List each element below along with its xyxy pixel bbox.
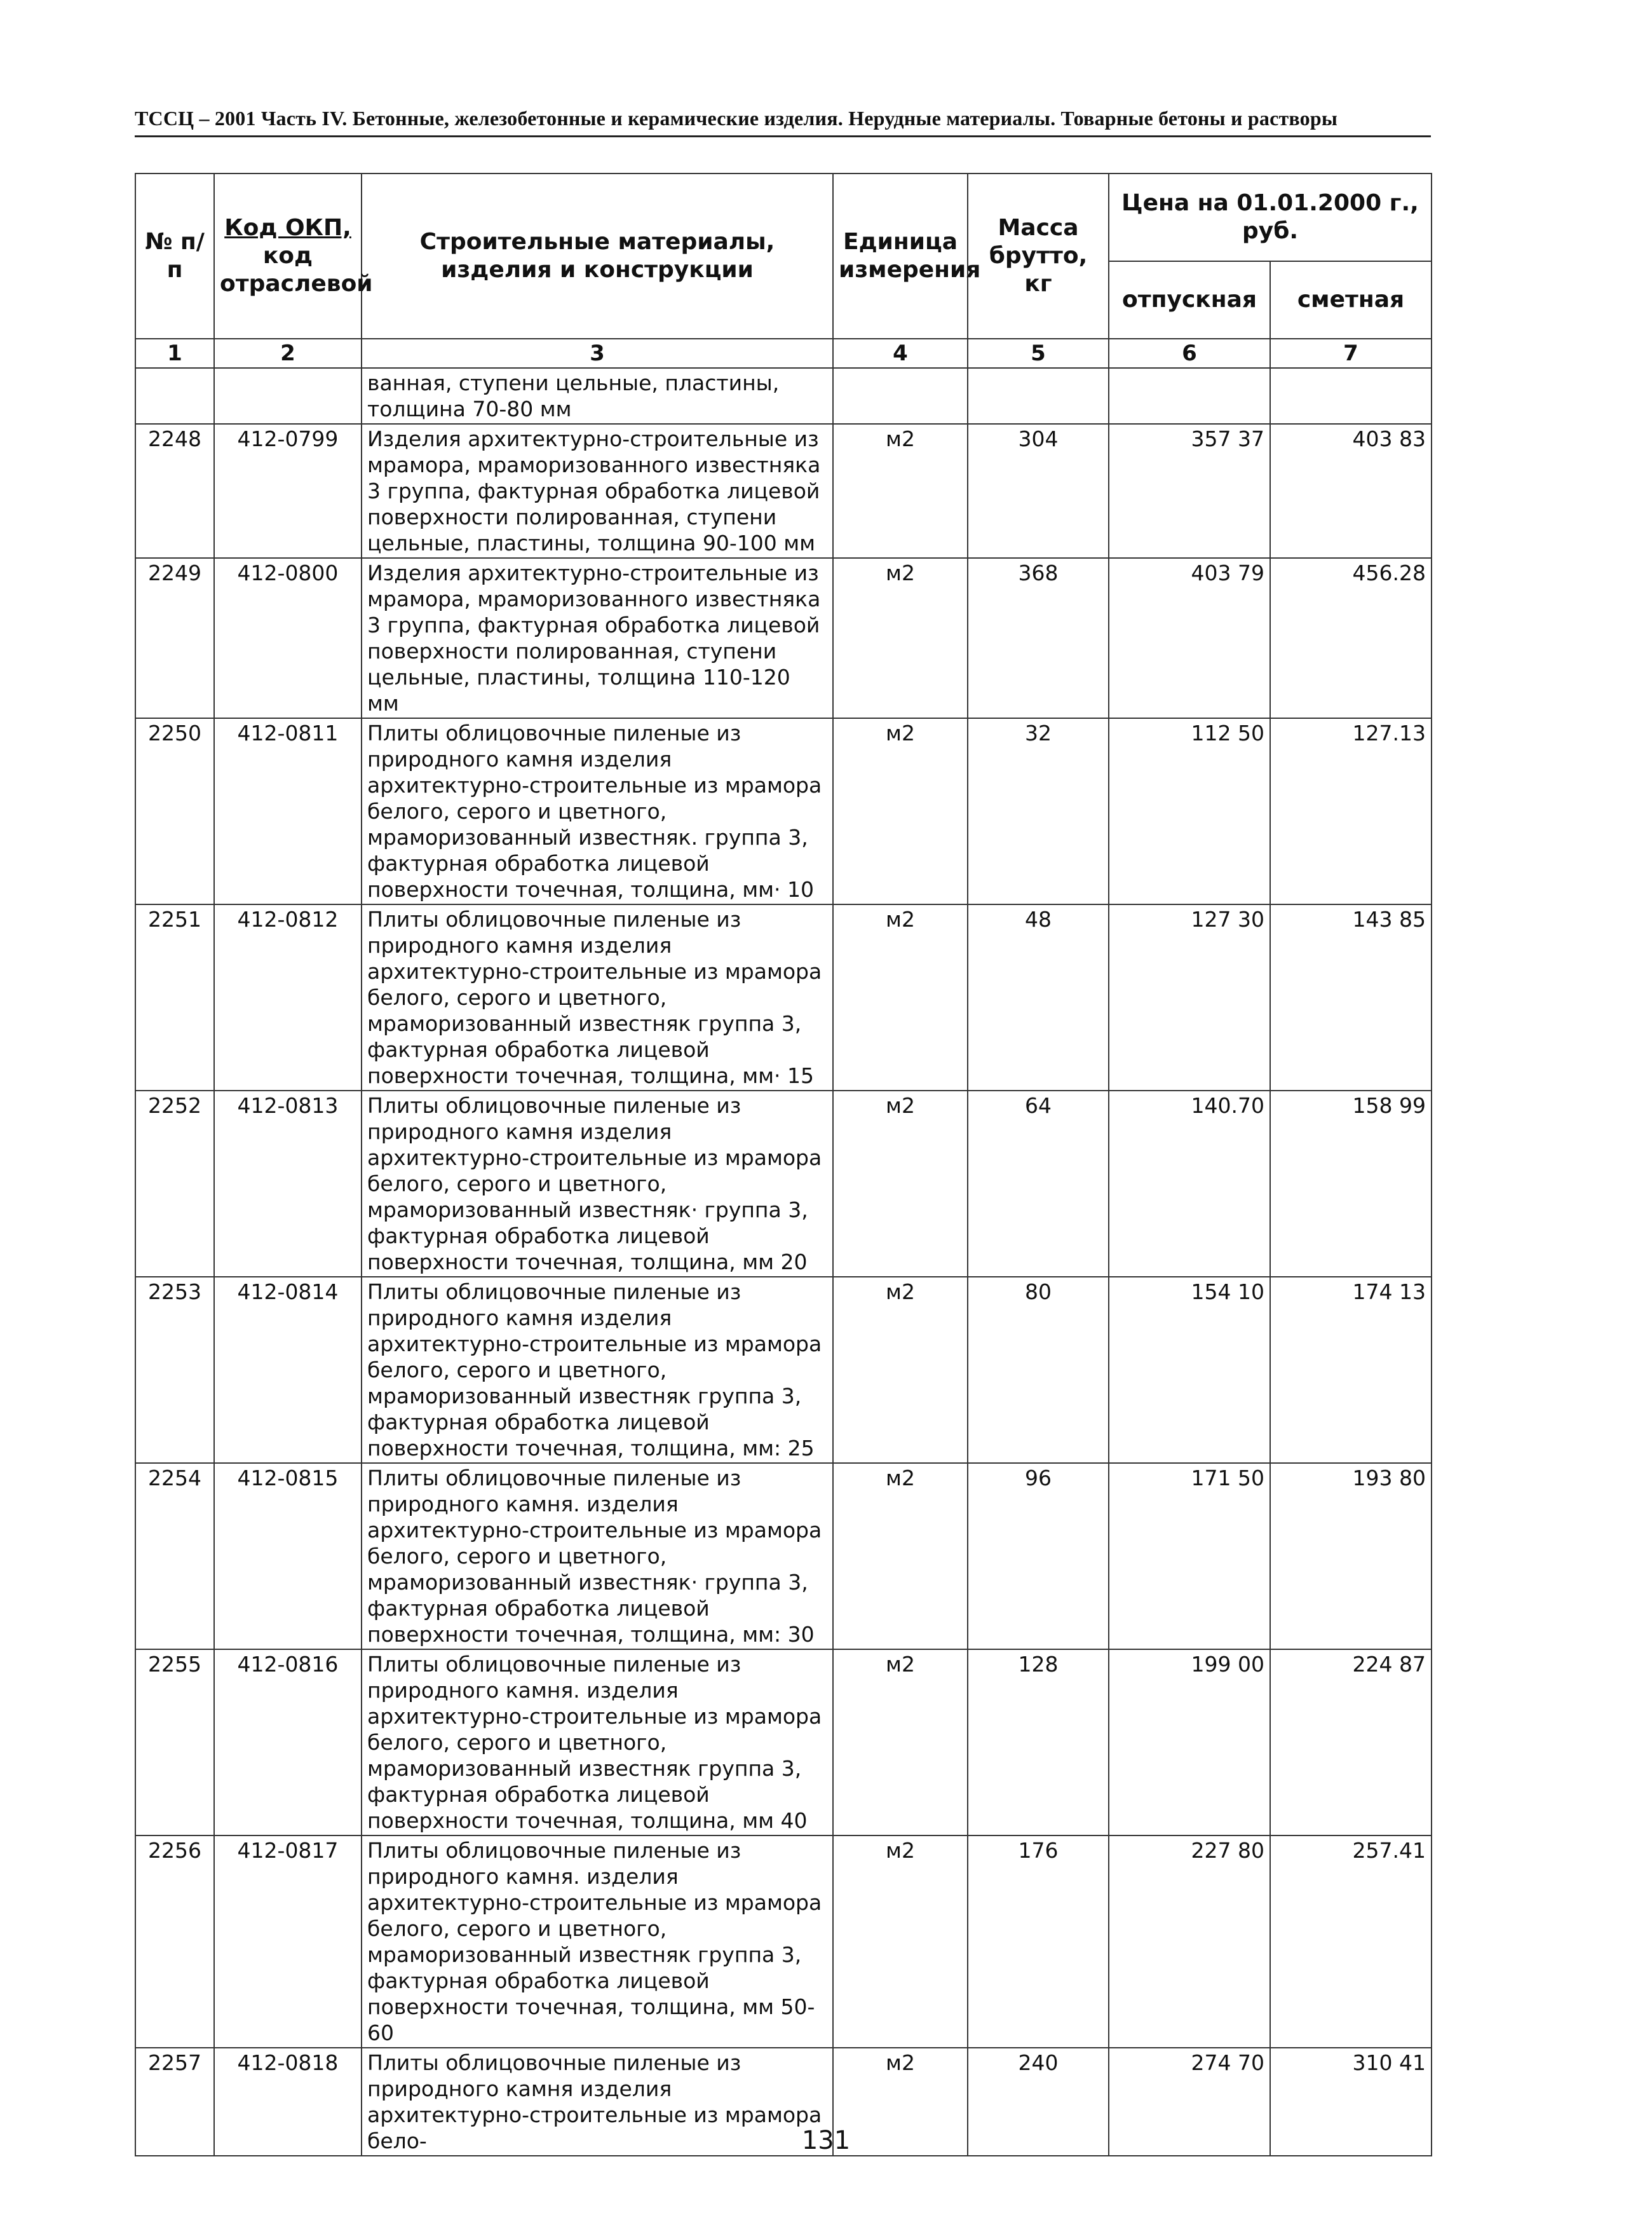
row-mass: 240 xyxy=(968,2048,1109,2156)
row-price-estimate: 403 83 xyxy=(1270,424,1432,558)
row-number: 2250 xyxy=(135,718,214,904)
row-unit: м2 xyxy=(833,1463,968,1649)
column-number: 6 xyxy=(1109,339,1270,368)
row-code: 412-0811 xyxy=(214,718,362,904)
column-number: 3 xyxy=(362,339,833,368)
row-code: 412-0813 xyxy=(214,1091,362,1277)
row-price-release: 154 10 xyxy=(1109,1277,1270,1463)
row-description: Плиты облицовочные пиленые из природного камня изделия архитектурно-строительные из мрамора бело- xyxy=(362,2048,833,2156)
row-code: 412-0818 xyxy=(214,2048,362,2156)
table-body xyxy=(135,368,1432,2156)
row-number: 2248 xyxy=(135,424,214,558)
column-number: 2 xyxy=(214,339,362,368)
row-mass: 128 xyxy=(968,1649,1109,1835)
row-description: Плиты облицовочные пиленые из природного камня изделия архитектурно-строительные из мрамора белого, серого и цветного, мраморизованный известняк группа 3, фактурная обработка лицевой поверхности точечная, толщина, мм· 15 xyxy=(362,904,833,1091)
table-row xyxy=(135,904,1432,1091)
header-num: № п/п xyxy=(135,174,214,339)
page-number: 131 xyxy=(801,2126,851,2155)
row-number: 2257 xyxy=(135,2048,214,2156)
row-code: 412-0816 xyxy=(214,1649,362,1835)
row-code: 412-0817 xyxy=(214,1835,362,2048)
row-mass: 32 xyxy=(968,718,1109,904)
row-price-estimate: 193 80 xyxy=(1270,1463,1432,1649)
table-row xyxy=(135,1277,1432,1463)
header-price-group: Цена на 01.01.2000 г., руб. xyxy=(1109,174,1432,261)
row-price-estimate: 174 13 xyxy=(1270,1277,1432,1463)
row-description: Плиты облицовочные пиленые из природного камня. изделия архитектурно-строительные из мрамора белого, серого и цветного, мраморизованный известняк· группа 3, фактурная обработка лицевой поверхности точечная, толщина, мм: 30 xyxy=(362,1463,833,1649)
row-price-release: 403 79 xyxy=(1109,558,1270,718)
row-number: 2254 xyxy=(135,1463,214,1649)
table-row xyxy=(135,1649,1432,1835)
header-rule xyxy=(135,135,1431,137)
column-number: 5 xyxy=(968,339,1109,368)
row-price-release: 274 70 xyxy=(1109,2048,1270,2156)
row-description: Плиты облицовочные пиленые из природного камня. изделия архитектурно-строительные из мрамора белого, серого и цветного, мраморизованный известняк группа 3, фактурная обработка лицевой поверхности точечная, толщина, мм 50-60 xyxy=(362,1835,833,2048)
row-unit: м2 xyxy=(833,1277,968,1463)
table-header xyxy=(135,174,1432,368)
table-row xyxy=(135,1091,1432,1277)
row-description: Плиты облицовочные пиленые из природного камня. изделия архитектурно-строительные из мрамора белого, серого и цветного, мраморизованный известняк группа 3, фактурная обработка лицевой поверхности точечная, толщина, мм 40 xyxy=(362,1649,833,1835)
table-row xyxy=(135,1835,1432,2048)
row-description: Плиты облицовочные пиленые из природного камня изделия архитектурно-строительные из мрамора белого, серого и цветного, мраморизованный известняк. группа 3, фактурная обработка лицевой поверхности точечная, толщина, мм· 10 xyxy=(362,718,833,904)
column-number: 4 xyxy=(833,339,968,368)
row-code: 412-0812 xyxy=(214,904,362,1091)
row-price-estimate: 158 99 xyxy=(1270,1091,1432,1277)
running-head: ТССЦ – 2001 Часть IV. Бетонные, железобетонные и керамические изделия. Нерудные материалы. Товарные бетоны и растворы xyxy=(135,107,1338,130)
row-mass: 176 xyxy=(968,1835,1109,2048)
row-description: Плиты облицовочные пиленые из природного камня изделия архитектурно-строительные из мрамора белого, серого и цветного, мраморизованный известняк группа 3, фактурная обработка лицевой поверхности точечная, толщина, мм: 25 xyxy=(362,1277,833,1463)
row-mass: 80 xyxy=(968,1277,1109,1463)
row-unit: м2 xyxy=(833,424,968,558)
row-price-release: 127 30 xyxy=(1109,904,1270,1091)
row-unit: м2 xyxy=(833,2048,968,2156)
column-number: 1 xyxy=(135,339,214,368)
row-number: 2252 xyxy=(135,1091,214,1277)
continuation-row xyxy=(135,368,1432,424)
row-number: 2253 xyxy=(135,1277,214,1463)
header-code xyxy=(214,174,373,339)
header-code-branch: код отраслевой xyxy=(220,243,373,297)
row-number: 2249 xyxy=(135,558,214,718)
header-code-okp: Код ОКП, xyxy=(224,215,351,241)
row-price-estimate: 127.13 xyxy=(1270,718,1432,904)
row-unit: м2 xyxy=(833,718,968,904)
row-price-release: 227 80 xyxy=(1109,1835,1270,2048)
row-mass: 96 xyxy=(968,1463,1109,1649)
row-mass: 48 xyxy=(968,904,1109,1091)
table-row xyxy=(135,718,1432,904)
row-mass: 368 xyxy=(968,558,1109,718)
row-code: 412-0799 xyxy=(214,424,362,558)
row-number: 2255 xyxy=(135,1649,214,1835)
row-price-estimate: 257.41 xyxy=(1270,1835,1432,2048)
header-price-estimate: сметная xyxy=(1270,261,1432,339)
row-description: Изделия архитектурно-строительные из мрамора, мраморизованного известняка 3 группа, фактурная обработка лицевой поверхности полированная, ступени цельные, пластины, толщина 90-100 мм xyxy=(362,424,833,558)
row-description: Плиты облицовочные пиленые из природного камня изделия архитектурно-строительные из мрамора белого, серого и цветного, мраморизованный известняк· группа 3, фактурная обработка лицевой поверхности точечная, толщина, мм 20 xyxy=(362,1091,833,1277)
row-unit: м2 xyxy=(833,558,968,718)
row-price-release: 199 00 xyxy=(1109,1649,1270,1835)
header-name: Строительные материалы, изделия и конструкции xyxy=(362,174,833,339)
row-mass: 304 xyxy=(968,424,1109,558)
row-unit: м2 xyxy=(833,1091,968,1277)
row-price-release: 140.70 xyxy=(1109,1091,1270,1277)
row-mass: 64 xyxy=(968,1091,1109,1277)
continuation-text: ванная, ступени цельные, пластины, толщина 70-80 мм xyxy=(362,368,833,424)
header-price-release: отпускная xyxy=(1109,261,1270,339)
row-price-estimate: 224 87 xyxy=(1270,1649,1432,1835)
row-code: 412-0814 xyxy=(214,1277,362,1463)
header-unit: Единица измерения xyxy=(833,174,968,339)
row-price-estimate: 310 41 xyxy=(1270,2048,1432,2156)
row-unit: м2 xyxy=(833,904,968,1091)
row-price-estimate: 456.28 xyxy=(1270,558,1432,718)
table-row xyxy=(135,424,1432,558)
row-price-estimate: 143 85 xyxy=(1270,904,1432,1091)
row-number: 2251 xyxy=(135,904,214,1091)
header-mass: Масса брутто, кг xyxy=(968,174,1109,339)
row-price-release: 357 37 xyxy=(1109,424,1270,558)
table-row xyxy=(135,558,1432,718)
row-price-release: 112 50 xyxy=(1109,718,1270,904)
column-number-row xyxy=(135,339,1432,368)
row-code: 412-0800 xyxy=(214,558,362,718)
column-number: 7 xyxy=(1270,339,1432,368)
table-row xyxy=(135,1463,1432,1649)
row-number: 2256 xyxy=(135,1835,214,2048)
row-unit: м2 xyxy=(833,1835,968,2048)
row-code: 412-0815 xyxy=(214,1463,362,1649)
row-unit: м2 xyxy=(833,1649,968,1835)
row-description: Изделия архитектурно-строительные из мрамора, мраморизованного известняка 3 группа, фактурная обработка лицевой поверхности полированная, ступени цельные, пластины, толщина 110-120 мм xyxy=(362,558,833,718)
row-price-release: 171 50 xyxy=(1109,1463,1270,1649)
price-table xyxy=(135,173,1432,2156)
